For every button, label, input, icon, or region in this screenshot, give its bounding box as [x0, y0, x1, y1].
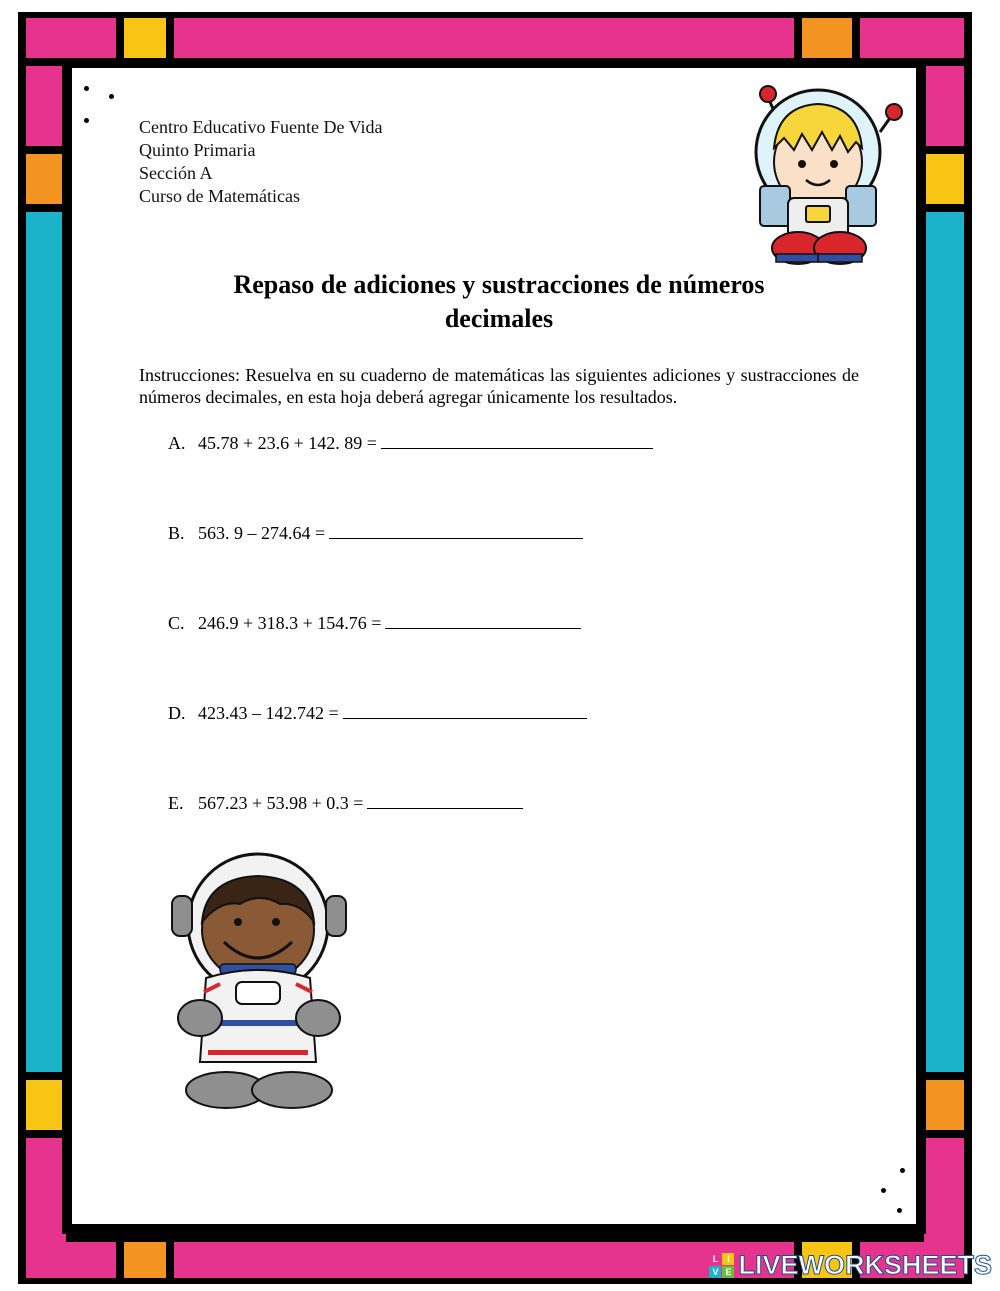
frame-top-pink	[26, 18, 116, 58]
exercise-expression: 45.78 + 23.6 + 142. 89 =	[198, 433, 377, 453]
school-name: Centro Educativo Fuente De Vida	[139, 117, 383, 137]
exercise-letter: D.	[168, 703, 186, 723]
logo-letter: E	[722, 1266, 734, 1278]
exercise-expression: 563. 9 – 274.64 =	[198, 523, 326, 543]
frame-right-yellow	[924, 154, 964, 204]
frame-bottom-pink	[26, 1242, 116, 1278]
exercise-d	[168, 702, 587, 724]
exercise-b	[168, 522, 583, 544]
frame-top-pink-right	[860, 18, 964, 58]
exercise-c	[168, 612, 581, 634]
frame-left-orange	[26, 154, 66, 204]
watermark-text: LIVEWORKSHEETS	[738, 1250, 992, 1280]
astronaut-kid-blonde-illustration	[748, 82, 908, 272]
decor-dot	[84, 118, 89, 123]
decor-dot	[109, 94, 114, 99]
liveworksheets-logo-icon	[709, 1253, 734, 1278]
logo-letter: V	[709, 1266, 721, 1278]
exercise-letter: E.	[168, 793, 184, 813]
exercise-e	[168, 792, 523, 814]
exercise-expression: 246.9 + 318.3 + 154.76 =	[198, 613, 382, 633]
answer-blank-e[interactable]	[367, 792, 523, 809]
liveworksheets-watermark[interactable]	[709, 1250, 992, 1281]
frame-top-pink-long	[174, 18, 794, 58]
worksheet-title	[139, 268, 859, 336]
frame-left-yellow	[26, 1080, 66, 1130]
grade-label: Quinto Primaria	[139, 140, 256, 160]
frame-top-orange	[802, 18, 852, 58]
answer-blank-a[interactable]	[381, 432, 653, 449]
frame-bottom-pink-long	[174, 1242, 794, 1278]
frame-right-pink	[924, 66, 964, 146]
decor-dot	[900, 1168, 905, 1173]
answer-blank-b[interactable]	[329, 522, 583, 539]
exercise-letter: A.	[168, 433, 186, 453]
frame-left-teal	[26, 212, 66, 1072]
section-label: Sección A	[139, 163, 213, 183]
decor-dot	[881, 1188, 886, 1193]
instructions-text: Instrucciones: Resuelva en su cuaderno de matemáticas las siguientes adiciones y sustracciones de números decimales, en esta hoja deberá agregar únicamente los resultados.	[139, 365, 859, 407]
frame-right-teal	[924, 212, 964, 1072]
frame-left-pink	[26, 66, 66, 146]
exercise-letter: C.	[168, 613, 185, 633]
logo-letter: L	[709, 1253, 721, 1265]
exercise-letter: B.	[168, 523, 185, 543]
frame-top-yellow	[124, 18, 166, 58]
course-label: Curso de Matemáticas	[139, 186, 300, 206]
exercise-expression: 567.23 + 53.98 + 0.3 =	[198, 793, 364, 813]
astronaut-kid-illustration	[160, 852, 360, 1112]
exercise-a	[168, 432, 653, 454]
title-line-2: decimales	[444, 304, 554, 333]
title-line-1: Repaso de adiciones y sustracciones de números	[233, 270, 765, 299]
answer-blank-c[interactable]	[385, 612, 581, 629]
decor-dot	[897, 1208, 902, 1213]
answer-blank-d[interactable]	[343, 702, 587, 719]
frame-bottom-orange	[124, 1242, 166, 1278]
decor-dot	[84, 86, 89, 91]
exercise-expression: 423.43 – 142.742 =	[198, 703, 339, 723]
logo-letter: I	[722, 1253, 734, 1265]
frame-right-orange	[924, 1080, 964, 1130]
